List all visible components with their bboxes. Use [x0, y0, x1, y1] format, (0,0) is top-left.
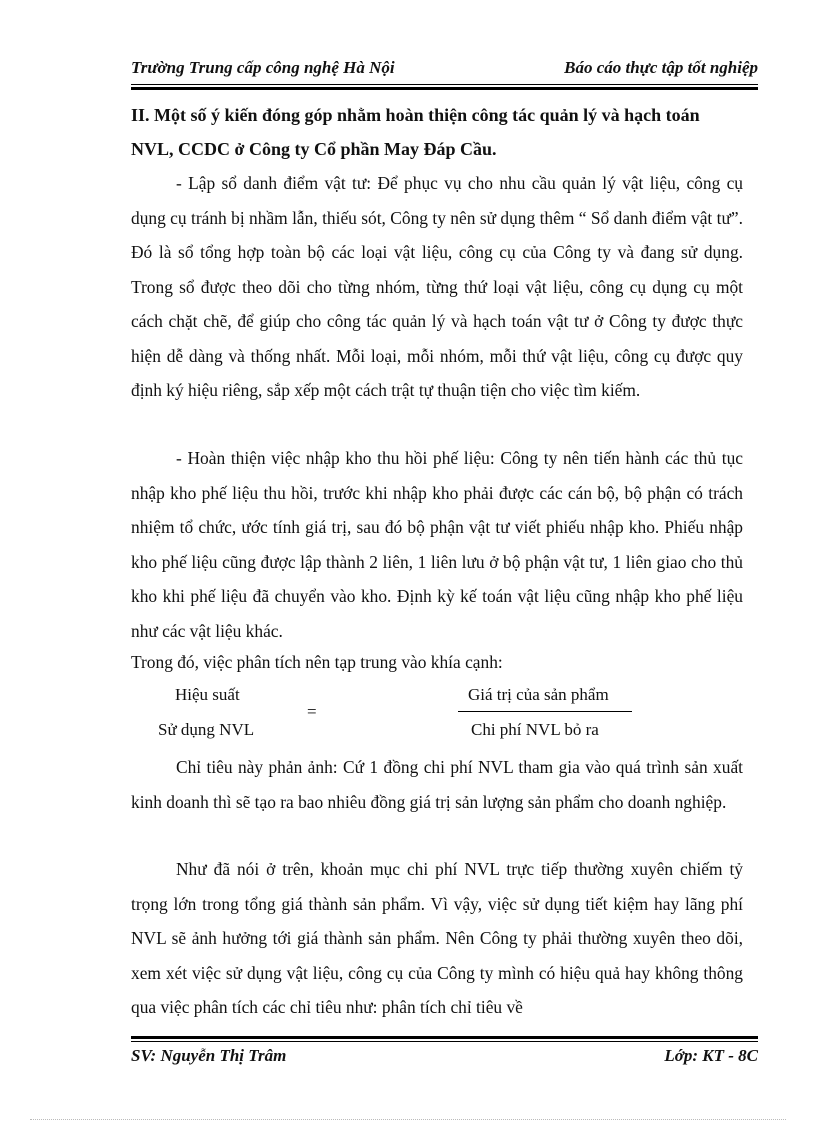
fraction-bar	[458, 711, 632, 712]
formula-left-bottom: Sử dụng NVL	[158, 720, 255, 739]
paragraph-2: - Hoàn thiện việc nhập kho thu hồi phế liệu: Công ty nên tiến hành các thủ tục nhập kho phế liệu thu hồi, trước khi nhập kho phải được các cán bộ, bộ phận có trách nhiệm tổ chức, ước tính giá trị, sau đó bộ phận vật tư viết phiếu nhập kho. Phiếu nhập kho phế liệu cũng được lập thành 2 liên, 1 liên lưu ở bộ phận vật tư, 1 liên giao cho thủ kho khi phế liệu đã chuyển vào kho. Định kỳ kế toán vật liệu cũng nhập kho phế liệu như các vật liệu khác.	[131, 448, 743, 641]
efficiency-formula	[131, 682, 743, 742]
paragraph-5: Như đã nói ở trên, khoản mục chi phí NVL trực tiếp thường xuyên chiếm tỷ trọng lớn trong tổng giá thành sản phẩm. Vì vậy, việc sử dụng tiết kiệm hay lãng phí NVL sẽ ảnh hưởng tới giá thành sản phẩm. Nên Công ty phải thường xuyên theo dõi, xem xét việc sử dụng vật liệu, công cụ của Công ty mình có hiệu quả hay không thông qua việc phân tích các chỉ tiêu như: phân tích chỉ tiêu về	[131, 859, 743, 1017]
formula-denominator: Chi phí NVL bỏ ra	[471, 720, 599, 739]
footer-student: SV: Nguyễn Thị Trâm	[131, 1046, 287, 1065]
page-footer	[131, 1046, 758, 1070]
formula-numerator: Giá trị của sản phẩm	[468, 685, 609, 704]
page-header	[131, 58, 758, 82]
header-rule-thick	[131, 87, 758, 90]
paragraph-1: - Lập sổ danh điểm vật tư: Để phục vụ cho nhu cầu quản lý vật liệu, công cụ dụng cụ tránh bị nhầm lẫn, thiếu sót, Công ty nên sử dụng thêm “ Sổ danh điểm vật tư”. Đó là sổ tổng hợp toàn bộ các loại vật liệu, công cụ của Công ty và đang sử dụng. Trong sổ được theo dõi cho từng nhóm, từng thứ loại vật liệu, công cụ dụng cụ một cách chặt chẽ, để giúp cho công tác quản lý và hạch toán vật tư ở Công ty được thực hiện dễ dàng và thống nhất. Mỗi loại, mỗi nhóm, mỗi thứ vật liệu, công cụ được quy định ký hiệu riêng, sắp xếp một cách trật tự thuận tiện cho việc tìm kiếm.	[131, 173, 743, 400]
formula-equals: =	[307, 702, 317, 721]
header-school: Trường Trung cấp công nghệ Hà Nội	[131, 58, 395, 77]
formula-left-top: Hiệu suất	[175, 685, 240, 704]
page-bottom-dotted-rule	[30, 1119, 786, 1120]
footer-class: Lớp: KT - 8C	[664, 1046, 758, 1065]
paragraph-4: Chỉ tiêu này phản ảnh: Cứ 1 đồng chi phí NVL tham gia vào quá trình sản xuất kinh doanh thì sẽ tạo ra bao nhiêu đồng giá trị sản lượng sản phẩm cho doanh nghiệp.	[131, 757, 743, 812]
header-report-title: Báo cáo thực tập tốt nghiệp	[564, 58, 758, 77]
paragraph-3: Trong đó, việc phân tích nên tạp trung vào khía cạnh:	[131, 652, 503, 672]
section-heading: II. Một số ý kiến đóng góp nhằm hoàn thiện công tác quản lý và hạch toán NVL, CCDC ở Công ty Cổ phần May Đáp Cầu.	[131, 105, 700, 159]
footer-rule-thin	[131, 1041, 758, 1042]
footer-rule-thick	[131, 1036, 758, 1039]
header-rule-thin	[131, 84, 758, 85]
